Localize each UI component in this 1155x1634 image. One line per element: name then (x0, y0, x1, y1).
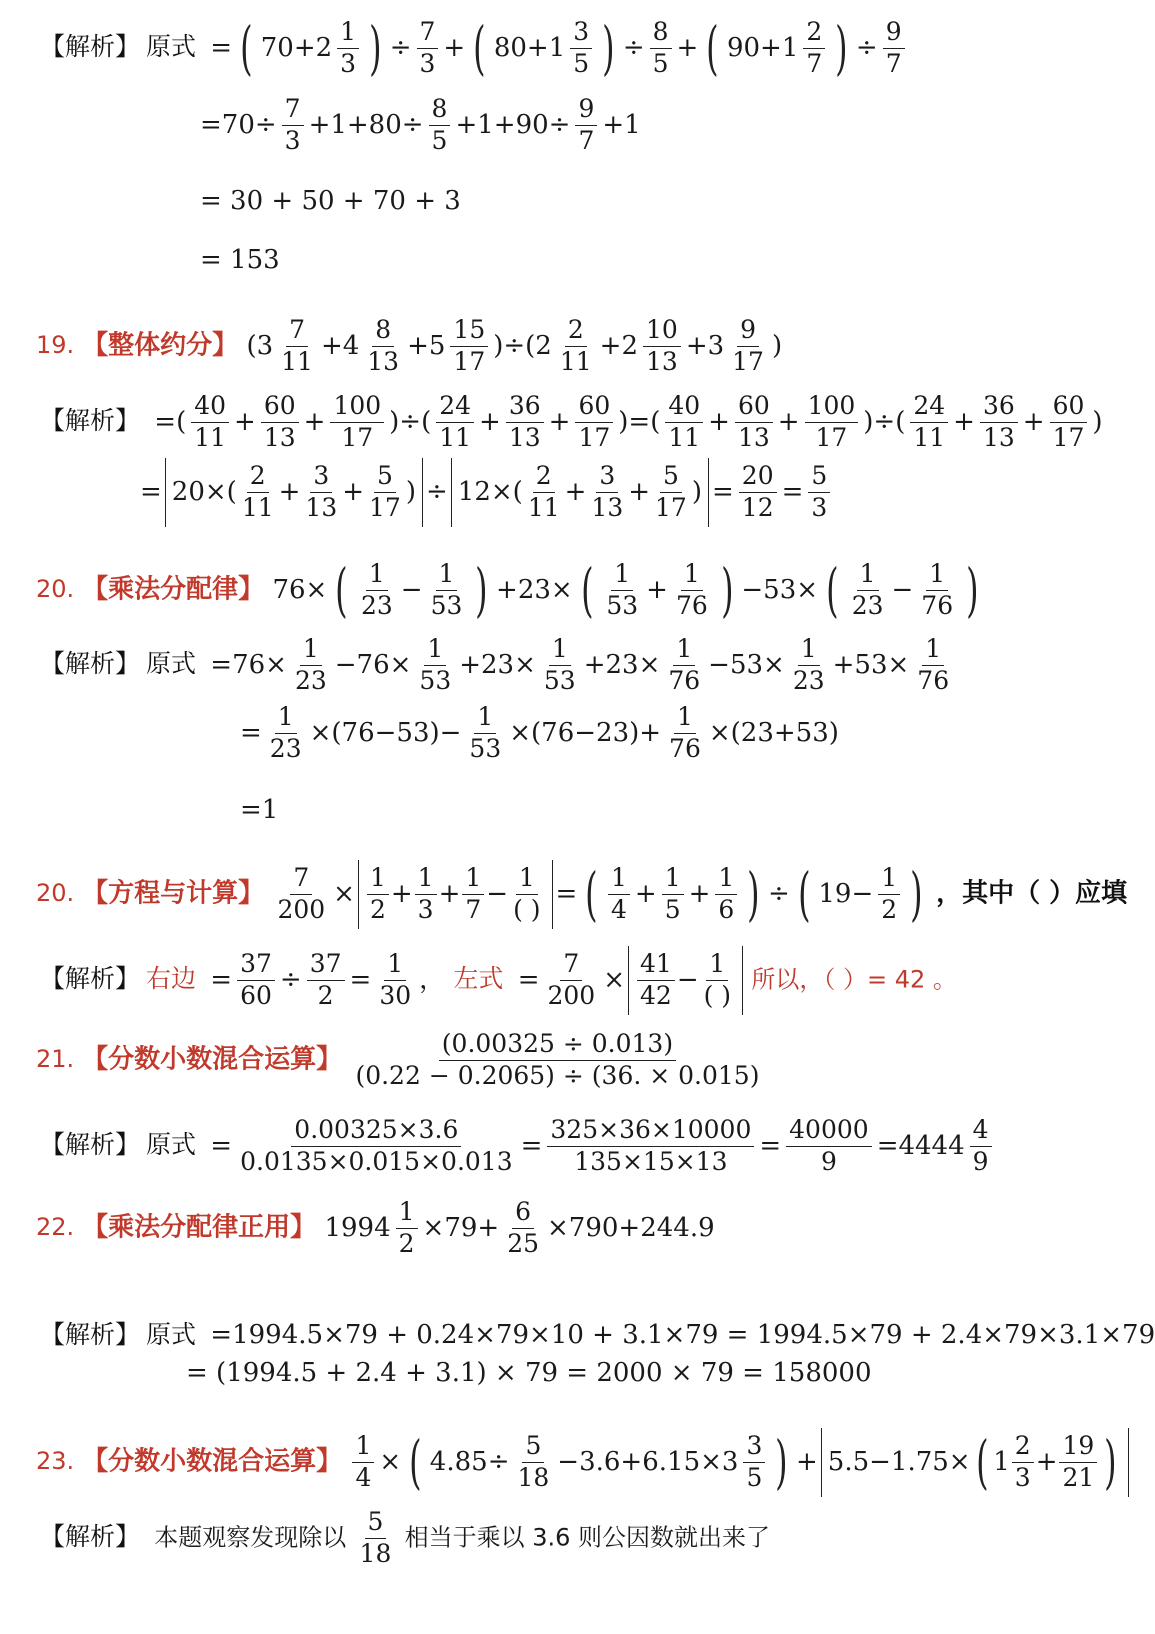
original-label: 原式 (146, 32, 197, 62)
p21-question (36, 1030, 764, 1091)
p21-denominator: (0.22 − 0.2065) ÷ (36. × 0.015) (355, 1060, 760, 1090)
p20a-solution-1: 【解析】 原式 =76× $\frac{1}{23}$ −76× $\frac{1}{53}$ +23× $\frac{1}{53}$ +23× $\frac{1}{76}$ −53× $\frac{1}{23}$ +53× $\frac{1}{76}$ (40, 634, 950, 695)
analysis-label: 【解析】 (40, 1522, 141, 1552)
p23-note-a: 本题观察发现除以 (154, 1523, 347, 1552)
p20b-number: 20. (36, 879, 75, 908)
p21-number: 21. (36, 1045, 75, 1074)
analysis-label: 【解析】 (40, 406, 141, 436)
p18-line2: =70÷ $\frac{7}{3}$ +1+80÷ $\frac{8}{5}$ +1+90÷ $\frac{9}{7}$ +1 (200, 94, 641, 155)
p20a-solution-2: = $\frac{1}{23}$ ×(76−53)− $\frac{1}{53}$ ×(76−23)+ $\frac{1}{76}$ ×(23+53) (240, 702, 839, 763)
p19-solution-2: = 20×( $\frac{2}{11}$ + $\frac{3}{13}$ + $\frac{5}{17}$ ) ÷ 12×( $\frac{2}{11}$ + $\frac{3}{13}$ + $\frac{5}{17}$ ) = $\frac{20}{12}$ = $\frac{5}{3}$ (140, 458, 832, 527)
p22-solution-2: = (1994.5 + 2.4 + 3.1) × 79 = 2000 × 79 = 158000 (186, 1358, 872, 1388)
p21-tag: 【分数小数混合运算】 (82, 1044, 343, 1075)
p18-line4: = 153 (200, 245, 280, 275)
p23-tag: 【分数小数混合运算】 (82, 1446, 343, 1477)
p18-line1: 【解析】 原式 = ( 70+2 $\frac{1}{3}$ ) ÷ $\frac{7}{3}$ + ( 80+1 $\frac{3}{5}$ ) ÷ $\frac{8}{5}$ + ( 90+1 $\frac{2}{7}$ ) ÷ $\frac{9}{7}$ (40, 18, 907, 79)
p20a-question: 20. 【乘法分配律】 76× ( $\frac{1}{23}$ − $\frac{1}{53}$ ) +23× ( $\frac{1}{53}$ + $\frac{1}{76}$ ) −53× ( $\frac{1}{23}$ − $\frac{1}{76}$ ) (36, 556, 979, 625)
p18-line3: = 30 + 50 + 70 + 3 (200, 186, 461, 216)
p19-solution-1: 【解析】 =( $\frac{40}{11}$ + $\frac{60}{13}$ + $\frac{100}{17}$ )÷( $\frac{24}{11}$ + $\frac{36}{13}$ + $\frac{60}{17}$ )=( $\frac{40}{11}$ + $\frac{60}{13}$ + $\frac{100}{17}$ )÷( $\frac{24}{11}$ + $\frac{36}{13}$ + $\frac{60}{17}$ ) (40, 391, 1103, 452)
analysis-label: 【解析】 (40, 964, 141, 994)
p21-solution: 【解析】 原式 = $\frac{0.00325\times 3.6}{0.0135\times 0.015\times 0.013}$ = $\frac{325\times 36\times 10000}{135\times 15\times 13}$ = $\frac{40000}{9}$ =4444 $\frac{4}{9}$ (40, 1116, 994, 1177)
p22-step-1: 1994.5×79 + 0.24×79×10 + 3.1×79 = 1994.5×79 + 2.4×79×3.1×79 (232, 1320, 1155, 1350)
p20b-tail: ，其中（ ）应填 (936, 878, 1128, 909)
p20b-tag: 【方程与计算】 (82, 878, 265, 909)
original-label: 原式 (146, 1130, 197, 1160)
p20a-number: 20. (36, 575, 75, 604)
right-side-label: 右边 (146, 964, 197, 994)
analysis-label: 【解析】 (40, 649, 141, 679)
p23-question: 23. 【分数小数混合运算】 $\frac{1}{4}$ × ( 4.85÷ $\frac{5}{18}$ −3.6+6.15×3 $\frac{3}{5}$ ) + 5.5−1.75× ( 1 $\frac{2}{3}$ + $\frac{19}{21}$ ) (36, 1428, 1129, 1497)
p23-number: 23. (36, 1447, 75, 1476)
p20b-conclusion: 所以，（ ）= 42 。 (751, 965, 957, 994)
p19-question: 19. 【整体约分】 (3 $\frac{7}{11}$ +4 $\frac{8}{13}$ +5 $\frac{15}{17}$ )÷(2 $\frac{2}{11}$ +2 $\frac{10}{13}$ +3 $\frac{9}{17}$ ) (36, 315, 783, 376)
analysis-label: 【解析】 (40, 1320, 141, 1349)
analysis-label: 【解析】 (40, 1130, 141, 1160)
p20b-question: 20. 【方程与计算】 $\frac{7}{200}$ × $\frac{1}{2}$ + $\frac{1}{3}$ + $\frac{1}{7}$ − $\frac{1}{( )}$ = ( $\frac{1}{4}$ + $\frac{1}{5}$ + $\frac{1}{6}$ ) ÷ ( 19− $\frac{1}{2}$ ) ，其中（ ）应填 (36, 860, 1128, 929)
p22-tag: 【乘法分配律正用】 (82, 1212, 317, 1243)
original-label: 原式 (146, 649, 197, 679)
p22-number: 22. (36, 1213, 75, 1242)
p19-tag: 【整体约分】 (82, 330, 239, 361)
p20a-result: =1 (240, 795, 279, 825)
original-label: 原式 (146, 1320, 197, 1349)
analysis-label: 【解析】 (40, 32, 141, 62)
p22-question: 22. 【乘法分配律正用】 1994 $\frac{1}{2}$ ×79+ $\frac{6}{25}$ ×790+244.9 (36, 1197, 715, 1258)
p20a-tag: 【乘法分配律】 (82, 574, 265, 605)
p23-solution: 【解析】 本题观察发现除以 $\frac{5}{18}$ 相当于乘以 3.6 则公因数就出来了 (40, 1507, 771, 1568)
p20b-solution: 【解析】 右边 = $\frac{37}{60}$ ÷ $\frac{37}{2}$ = $\frac{1}{30}$ ， 左式 = $\frac{7}{200}$ × $\frac{41}{42}$ − $\frac{1}{( )}$ 所以，（ ）= 42 。 (40, 946, 957, 1015)
p21-numerator: (0.00325 ÷ 0.013) (439, 1030, 676, 1061)
p19-number: 19. (36, 331, 75, 360)
left-side-label: 左式 (453, 964, 504, 994)
p22-solution-1: 【解析】 原式 =1994.5×79 + 0.24×79×10 + 3.1×79 = 1994.5×79 + 2.4×79×3.1×79 (40, 1320, 1155, 1350)
p23-note-b: 相当于乘以 3.6 则公因数就出来了 (404, 1523, 771, 1552)
